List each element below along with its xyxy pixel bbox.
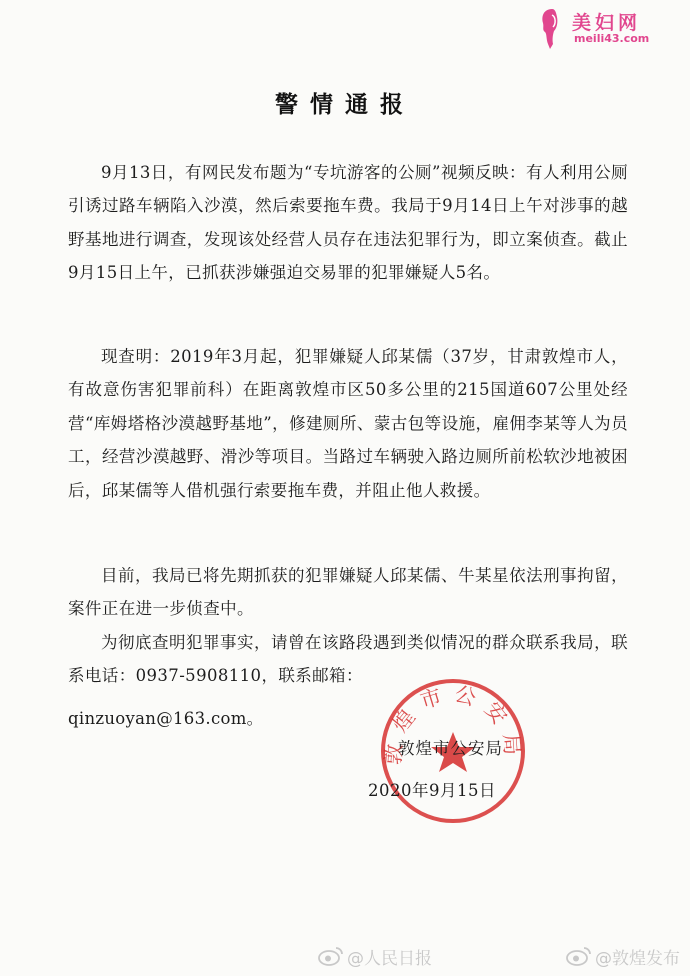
weibo-account-left: @人民日报 xyxy=(347,948,432,969)
weibo-logo-icon xyxy=(318,946,344,966)
site-watermark xyxy=(530,6,680,52)
woman-silhouette-logo-icon xyxy=(530,6,570,50)
weibo-logo-icon xyxy=(566,946,592,966)
signature-organization: 敦煌市公安局 xyxy=(398,739,503,758)
weibo-account-right: @敦煌发布 xyxy=(595,948,680,969)
site-url: meili43.com xyxy=(574,32,650,45)
signature-date: 2020年9月15日 xyxy=(368,781,496,800)
notice-title: 警情通报 xyxy=(275,92,415,118)
paragraph-detention: 目前，我局已将先期抓获的犯罪嫌疑人邱某儒、牛某星依法刑事拘留，案件正在进一步侦查中。 xyxy=(68,566,628,619)
svg-text:敦煌市公安局: 敦煌市公安局 xyxy=(381,681,525,766)
paragraph-investigation: 现查明：2019年3月起，犯罪嫌疑人邱某儒（37岁，甘肃敦煌市人，有故意伤害犯罪前科）在距离敦煌市区50多公里的215国道607公里处经营“库姆塔格沙漠越野基地”，修建厕所、蒙古包等设施，雇佣李某等人为员工，经营沙漠越野、滑沙等项目。当路过车辆驶入路边厕所前松软沙地被困后，邱某儒等人借机强行索要拖车费，并阻止他人救援。 xyxy=(68,347,628,500)
contact-email: qinzuoyan@163.com。 xyxy=(68,709,264,728)
weibo-watermark-right xyxy=(566,944,680,968)
paragraph-report: 9月13日，有网民发布题为“专坑游客的公厕”视频反映：有人利用公厕引诱过路车辆陷入沙漠，然后索要拖车费。我局于9月14日上午对涉事的越野基地进行调查，发现该处经营人员存在违法犯罪行为，即立案侦查。截止9月15日上午，已抓获涉嫌强迫交易罪的犯罪嫌疑人5名。 xyxy=(68,163,628,283)
paragraph-appeal: 为彻底查明犯罪事实，请曾在该路段遇到类似情况的群众联系我局，联系电话：0937-5908110，联系邮箱： xyxy=(68,633,628,686)
weibo-watermark-left xyxy=(318,944,432,968)
site-name: 美妇网 xyxy=(572,12,642,34)
